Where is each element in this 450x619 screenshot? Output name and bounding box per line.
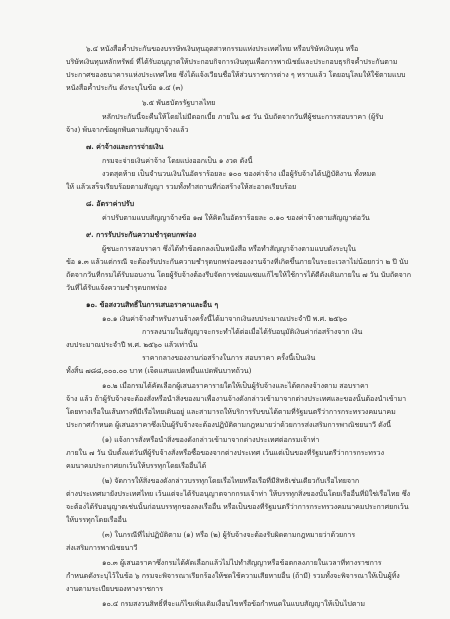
paragraph-line: งานตามระเบียบของทางราชการ [66,584,163,593]
section-heading: ๑๐. ข้อสงวนสิทธิ์ในการเสนอราคาและอื่น ๆ [86,300,219,309]
paragraph-line: ภายใน ๗ วัน นับตั้งแต่วันที่ผู้รับจ้างสั่งหรือซื้อของจากต่างประเทศ เว้นแต่เป็นของที่รัฐมนตรีว่าการกระทรวง [66,448,384,457]
paragraph-line: งวดสุดท้าย เป็นจำนวนเงินในอัตราร้อยละ ๑๐๐ ของค่าจ้าง เมื่อผู้รับจ้างได้ปฏิบัติงาน ทั้งหมด [102,169,376,178]
paragraph-line: จ้าง) พ้นจากข้อผูกพันตามสัญญาจ้างแล้ว [66,125,189,134]
paragraph-line: จ้าง แล้ว ถ้าผู้รับจ้างจะต้องสั่งหรือนำสิ่งของมาเพื่องานจ้างดังกล่าวเข้ามาจากต่างประเทศและของนั้นต้องนำเข้ามา [66,394,407,403]
paragraph-line: ๖.๕ พันธบัตรรัฐบาลไทย [142,98,216,107]
paragraph-line: หลักประกันนี้จะคืนให้โดยไม่มีดอกเบี้ย ภายใน ๑๕ วัน นับถัดจากวันที่ผู้ชนะการสอบราคา (ผู้รับ [102,112,384,121]
paragraph-line: ทั้งสิ้น ๗๘๘,๐๐๐.๐๐ บาท (เจ็ดแสนแปดหมื่นแปดพันบาทถ้วน) [66,366,252,375]
section-heading: ๘. อัตราค่าปรับ [86,199,135,208]
paragraph-line: ให้บรรทุกโดยเรืออื่น [66,515,127,524]
paragraph-line: ๑๐.๒ เมื่อกรมได้คัดเลือกผู้เสนอราคารายใดให้เป็นผู้รับจ้างและได้ตกลงจ้างตาม สอบราคา [102,381,369,390]
paragraph-line: งบประมาณประจำปี พ.ศ. ๒๕๖๐ แล้วเท่านั้น [66,340,198,349]
paragraph-line: ๑๐.๓ ผู้เสนอราคาซึ่งกรมได้คัดเลือกแล้วไม่ไปทำสัญญาหรือข้อตกลงภายในเวลาที่ทางราชการ [102,558,382,567]
section-heading: ๙. การรับประกันความชำรุดบกพร่อง [86,230,197,239]
paragraph-line: คมนาคมประกาศยกเว้นให้บรรทุกโดยเรืออื่นได้ [66,461,207,470]
paragraph-line: กำหนดดังระบุไว้ในข้อ ๖ กรมจะพิจารณาเรียกร้องให้ชดใช้ความเสียหายอื่น (ถ้ามี) รวมทั้งจะพิจารณาให้เป็นผู้ทิ้ง [66,571,400,580]
paragraph-line: ส่งเสริมการพาณิชยนาวี [66,543,138,552]
paragraph-line: ประกาศของธนาคารแห่งประเทศไทย ซึ่งได้แจ้งเวียนชื่อให้ส่วนราชการต่าง ๆ ทราบแล้ว โดยอนุโลมให้ใช้ตามแบบ [66,70,406,79]
paragraph-line: ค่าปรับตามแบบสัญญาจ้างข้อ ๑๗ ให้คิดในอัตราร้อยละ ๐.๑๐ ของค่าจ้างตามสัญญาต่อวัน [102,213,370,222]
paragraph-line: (๑) แจ้งการสั่งหรือนำสิ่งของดังกล่าวเข้ามาจากต่างประเทศต่อกรมเจ้าท่า [102,435,320,444]
paragraph-line: บริษัทเงินทุนหลักทรัพย์ ที่ได้รับอนุญาตให้ประกอบกิจการเงินทุนเพื่อการพาณิชย์และประกอบธุรกิจค้ำประกันตาม [66,57,398,66]
paragraph-line: ถัดจากวันที่กรมได้รับมอบงาน โดยผู้รับจ้างต้องรีบจัดการซ่อมแซมแก้ไขให้ใช้การได้ดีดังเดิมภายใน ๗ วัน นับถัดจาก [66,270,411,279]
paragraph-line: (๒) จัดการให้สิ่งของดังกล่าวบรรทุกโดยเรือไทยหรือเรือที่มีสิทธิเช่นเดียวกับเรือไทยจาก [102,476,360,485]
paragraph-line: ข้อ ๑.๓ แล้วแต่กรณี จะต้องรับประกันความชำรุดบกพร่องของงานจ้างที่เกิดขึ้นภายในระยะเวลาไม่น้อยกว่า ๒ ปี นับ [66,257,409,266]
paragraph-line: ผู้ชนะการสอบราคา ซึ่งได้ทำข้อตกลงเป็นหนังสือ หรือทำสัญญาจ้างตามแบบดังระบุใน [102,244,356,253]
paragraph-line: ต่างประเทศมายังประเทศไทย เว้นแต่จะได้รับอนุญาตจากกรมเจ้าท่า ให้บรรทุกสิ่งของนั้นโดยเรืออื่นที่มิใช่เรือไทย ซึ่ง [66,489,411,498]
paragraph-line: การลงนามในสัญญาจะกระทำได้ต่อเมื่อได้รับอนุมัติเงินค่าก่อสร้างจาก เงิน [142,327,363,336]
paragraph-line: วันที่ได้รับแจ้งความชำรุดบกพร่อง [66,283,167,292]
paragraph-line: (๓) ในกรณีที่ไม่ปฏิบัติตาม (๑) หรือ (๒) ผู้รับจ้างจะต้องรับผิดตามกฎหมายว่าด้วยการ [102,530,356,539]
paragraph-line: ให้ แล้วเสร็จเรียบร้อยตามสัญญา รวมทั้งทำสถานที่ก่อสร้างให้สะอาดเรียบร้อย [66,182,297,191]
paragraph-line: จะต้องได้รับอนุญาตเช่นนั้นก่อนบรรทุกของลงเรืออื่น หรือเป็นของที่รัฐมนตรีว่าการกระทรวงคมนาคมประกาศยกเว้น [66,502,409,511]
paragraph-line: ๑๐.๔ กรมสงวนสิทธิ์ที่จะแก้ไขเพิ่มเติมเงื่อนไขหรือข้อกำหนดในแบบสัญญาให้เป็นไปตาม [102,599,365,608]
section-heading: ๗. ค่าจ้างและการจ่ายเงิน [86,142,164,151]
paragraph-line: หนังสือค้ำประกัน ดังระบุในข้อ ๑.๔ (๓) [66,83,184,92]
paragraph-line: ราคากลางของงานก่อสร้างในการ สอบราคา ครั้งนี้เป็นเงิน [142,353,316,362]
paragraph-line: โดยทางเรือในเส้นทางที่มีเรือไทยเดินอยู่ และสามารถให้บริการรับขนได้ตามที่รัฐมนตรีว่าการกระทรวงคมนาคม [66,407,396,416]
paragraph-line: ๑๐.๑ เงินค่าจ้างสำหรับงานจ้างครั้งนี้ได้มาจากเงินงบประมาณประจำปี พ.ศ. ๒๕๖๐ [102,314,348,323]
paragraph-line: กรมจะจ่ายเงินค่าจ้าง โดยแบ่งออกเป็น ๑ งวด ดังนี้ [102,156,253,165]
paragraph-line: ประกาศกำหนด ผู้เสนอราคาซึ่งเป็นผู้รับจ้างจะต้องปฏิบัติตามกฎหมายว่าด้วยการส่งเสริมการพาณิชยนาวี ดังนี้ [66,420,391,429]
paragraph-line: ๖.๔ หนังสือค้ำประกันของบรรษัทเงินทุนอุตสาหกรรมแห่งประเทศไทย หรือบริษัทเงินทุน หรือ [86,44,359,53]
